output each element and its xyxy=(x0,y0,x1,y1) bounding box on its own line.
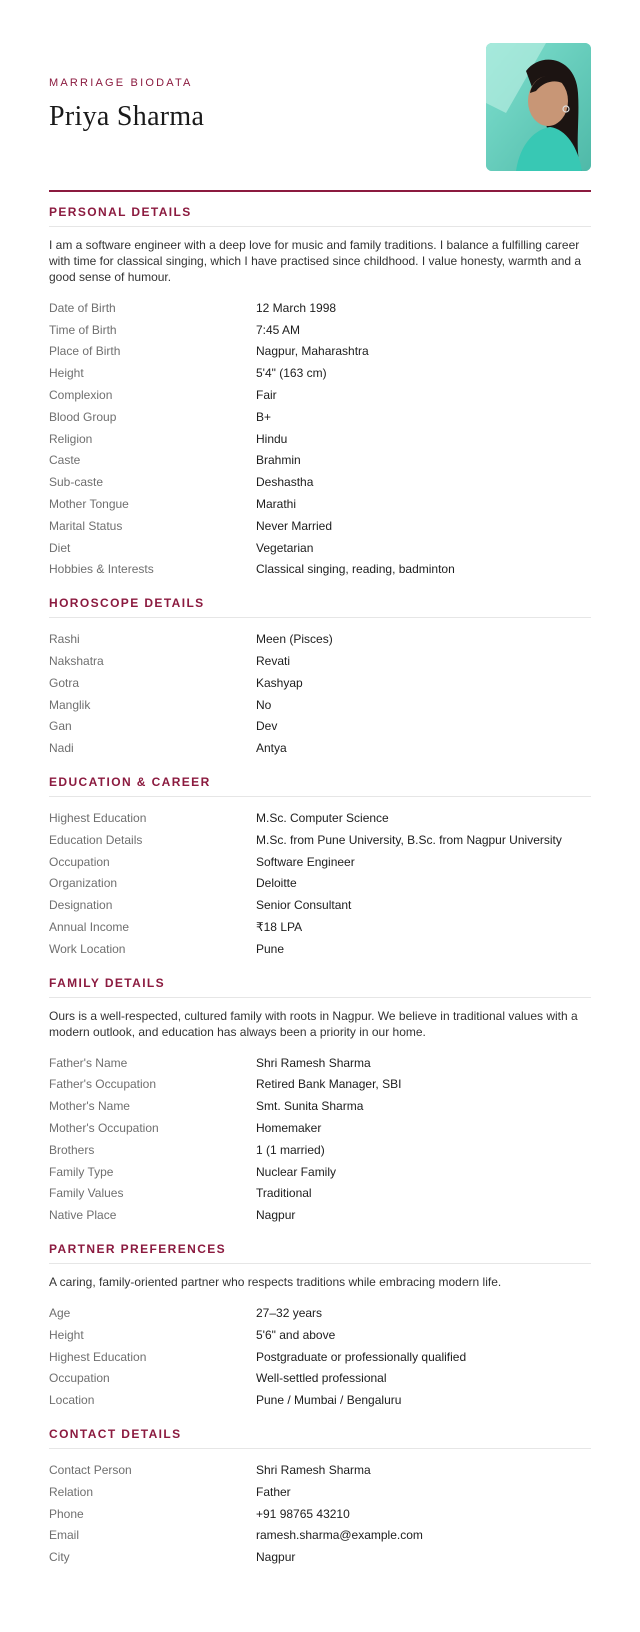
detail-label: Occupation xyxy=(49,1371,110,1386)
detail-label: Caste xyxy=(49,453,81,468)
detail-row xyxy=(49,384,591,406)
detail-value: Antya xyxy=(256,741,287,756)
detail-value: Hindu xyxy=(256,431,288,446)
detail-value: Nagpur, Maharashtra xyxy=(256,344,369,359)
detail-row xyxy=(49,537,591,559)
detail-label: Nadi xyxy=(49,741,74,756)
about-text: Ours is a well-respected, cultured family with roots in Nagpur. We believe in traditional values with a modern outlook, and education has always been a priority in our home. xyxy=(49,1008,578,1039)
detail-value: Senior Consultant xyxy=(256,898,352,913)
detail-label: Designation xyxy=(49,898,113,913)
detail-row xyxy=(49,428,591,450)
detail-row xyxy=(49,1183,591,1205)
detail-value: Well-settled professional xyxy=(256,1371,387,1386)
portrait-image xyxy=(486,43,591,171)
detail-value: Nuclear Family xyxy=(256,1164,337,1179)
detail-row xyxy=(49,1481,591,1503)
detail-value: Shri Ramesh Sharma xyxy=(256,1462,371,1477)
detail-value: Marathi xyxy=(256,497,297,512)
detail-value: Shri Ramesh Sharma xyxy=(256,1055,371,1070)
detail-row xyxy=(49,1324,591,1346)
detail-value: Deshastha xyxy=(256,475,314,490)
phone-value[interactable]: +91 98765 43210 xyxy=(256,1506,350,1521)
detail-row xyxy=(49,694,591,716)
detail-value: Homemaker xyxy=(256,1121,322,1135)
detail-row xyxy=(49,1095,591,1117)
section-title: PERSONAL DETAILS xyxy=(49,205,591,227)
detail-row xyxy=(49,450,591,472)
detail-label: Height xyxy=(49,366,84,381)
detail-value: Pune / Mumbai / Bengaluru xyxy=(256,1393,402,1408)
detail-row xyxy=(49,515,591,537)
detail-value: Fair xyxy=(256,388,277,403)
doc-eyebrow: MARRIAGE BIODATA xyxy=(49,77,193,89)
section-title: FAMILY DETAILS xyxy=(49,976,591,998)
detail-row xyxy=(49,1389,591,1411)
detail-row xyxy=(49,807,591,829)
detail-row xyxy=(49,716,591,738)
detail-value: Revati xyxy=(256,654,291,669)
detail-row xyxy=(49,559,591,581)
detail-row xyxy=(49,297,591,319)
detail-label: Date of Birth xyxy=(49,300,116,315)
detail-label: Time of Birth xyxy=(49,322,117,337)
detail-row xyxy=(49,737,591,759)
detail-label: Diet xyxy=(49,540,71,555)
detail-value: 27–32 years xyxy=(256,1305,323,1320)
email-value[interactable]: ramesh.sharma@example.com xyxy=(256,1528,423,1543)
detail-value: Brahmin xyxy=(256,453,301,468)
detail-value: Father xyxy=(256,1484,291,1499)
detail-label: Blood Group xyxy=(49,409,117,424)
detail-row xyxy=(49,1052,591,1074)
detail-row xyxy=(49,851,591,873)
detail-label: Organization xyxy=(49,876,118,891)
detail-label: Sub-caste xyxy=(49,475,104,490)
detail-row xyxy=(49,471,591,493)
detail-row xyxy=(49,1346,591,1368)
detail-value: Deloitte xyxy=(256,876,297,891)
section-horoscope xyxy=(49,596,591,759)
detail-row xyxy=(49,1204,591,1226)
detail-label: Highest Education xyxy=(49,811,147,826)
detail-row xyxy=(49,1546,591,1568)
detail-value: Vegetarian xyxy=(256,540,314,555)
detail-label: Location xyxy=(49,1393,95,1408)
detail-value: Retired Bank Manager, SBI xyxy=(256,1077,402,1092)
detail-label: City xyxy=(49,1550,70,1565)
section-title: CONTACT DETAILS xyxy=(49,1427,591,1449)
detail-label: Marital Status xyxy=(49,518,123,533)
detail-label: Family Values xyxy=(49,1186,124,1201)
section-partner xyxy=(49,1242,591,1411)
detail-value: Nagpur xyxy=(256,1208,296,1223)
detail-label: Age xyxy=(49,1305,71,1320)
detail-label: Rashi xyxy=(49,632,80,647)
detail-row xyxy=(49,362,591,384)
section-title: EDUCATION & CAREER xyxy=(49,775,591,797)
detail-row xyxy=(49,938,591,960)
detail-row xyxy=(49,672,591,694)
detail-label: Religion xyxy=(49,431,93,446)
detail-value: Traditional xyxy=(256,1186,312,1201)
detail-label: Email xyxy=(49,1528,80,1543)
detail-row xyxy=(49,493,591,515)
detail-row xyxy=(49,829,591,851)
detail-label: Education Details xyxy=(49,832,143,847)
detail-label: Highest Education xyxy=(49,1349,147,1364)
detail-value: 5'4" (163 cm) xyxy=(256,366,327,381)
detail-value: Meen (Pisces) xyxy=(256,632,333,647)
detail-value: ₹18 LPA xyxy=(256,920,303,935)
detail-label: Height xyxy=(49,1327,84,1342)
detail-value: 1 (1 married) xyxy=(256,1142,325,1157)
detail-value: Kashyap xyxy=(256,675,303,690)
detail-row xyxy=(49,1524,591,1546)
detail-value: Nagpur xyxy=(256,1550,296,1565)
detail-value: 7:45 AM xyxy=(256,322,301,337)
detail-value: 5'6" and above xyxy=(256,1327,336,1342)
section-family xyxy=(49,976,591,1226)
detail-row xyxy=(49,1302,591,1324)
section-title: HOROSCOPE DETAILS xyxy=(49,596,591,618)
detail-value: M.Sc. Computer Science xyxy=(256,811,389,826)
detail-label: Annual Income xyxy=(49,920,130,935)
detail-label: Mother's Name xyxy=(49,1099,130,1114)
detail-row xyxy=(49,406,591,428)
detail-label: Work Location xyxy=(49,941,126,956)
profile-name: Priya Sharma xyxy=(49,101,205,132)
detail-row xyxy=(49,894,591,916)
detail-row xyxy=(49,628,591,650)
detail-label: Complexion xyxy=(49,388,113,403)
detail-row xyxy=(49,650,591,672)
detail-value: Classical singing, reading, badminton xyxy=(256,562,455,577)
detail-row xyxy=(49,1117,591,1139)
header-divider xyxy=(49,190,591,192)
detail-value: Pune xyxy=(256,941,285,956)
section-title: PARTNER PREFERENCES xyxy=(49,1242,591,1264)
detail-label: Occupation xyxy=(49,854,110,869)
detail-row xyxy=(49,341,591,363)
detail-value: Postgraduate or professionally qualified xyxy=(256,1349,467,1364)
detail-value: Smt. Sunita Sharma xyxy=(256,1099,364,1114)
section-personal xyxy=(49,205,591,580)
detail-value: Dev xyxy=(256,719,278,734)
detail-label: Mother's Occupation xyxy=(49,1121,159,1135)
about-text: A caring, family-oriented partner who respects traditions while embracing modern life. xyxy=(49,1275,502,1290)
detail-row xyxy=(49,1161,591,1183)
detail-row xyxy=(49,1139,591,1161)
detail-row xyxy=(49,873,591,895)
detail-label: Brothers xyxy=(49,1142,95,1157)
personal-rows xyxy=(49,297,591,580)
detail-label: Hobbies & Interests xyxy=(49,562,154,577)
detail-row xyxy=(49,1367,591,1389)
detail-label: Gan xyxy=(49,719,72,734)
detail-label: Father's Name xyxy=(49,1055,128,1070)
detail-label: Relation xyxy=(49,1484,94,1499)
about-text: I am a software engineer with a deep love for music and family traditions. I balance a fulfilling career with time for classical singing, which I have practised since childhood. I value honesty, warmth and a good sense of humour. xyxy=(49,238,582,284)
detail-label: Gotra xyxy=(49,675,80,690)
detail-value: No xyxy=(256,697,272,712)
profile-photo xyxy=(486,43,591,171)
detail-row xyxy=(49,1459,591,1481)
header xyxy=(49,0,591,190)
detail-value: Never Married xyxy=(256,518,333,533)
detail-label: Place of Birth xyxy=(49,344,121,359)
detail-row xyxy=(49,319,591,341)
detail-value: M.Sc. from Pune University, B.Sc. from Nagpur University xyxy=(256,832,562,847)
detail-label: Mother Tongue xyxy=(49,497,129,512)
detail-label: Phone xyxy=(49,1506,84,1521)
detail-value: Software Engineer xyxy=(256,854,355,869)
detail-row xyxy=(49,1503,591,1525)
section-education xyxy=(49,775,591,960)
detail-label: Family Type xyxy=(49,1164,114,1179)
detail-label: Nakshatra xyxy=(49,654,104,669)
section-contact xyxy=(49,1427,591,1568)
detail-label: Native Place xyxy=(49,1208,117,1223)
detail-value: B+ xyxy=(256,409,272,424)
detail-label: Father's Occupation xyxy=(49,1077,157,1092)
detail-row xyxy=(49,916,591,938)
detail-value: 12 March 1998 xyxy=(256,300,337,315)
detail-label: Manglik xyxy=(49,697,91,712)
detail-label: Contact Person xyxy=(49,1462,132,1477)
detail-row xyxy=(49,1074,591,1096)
